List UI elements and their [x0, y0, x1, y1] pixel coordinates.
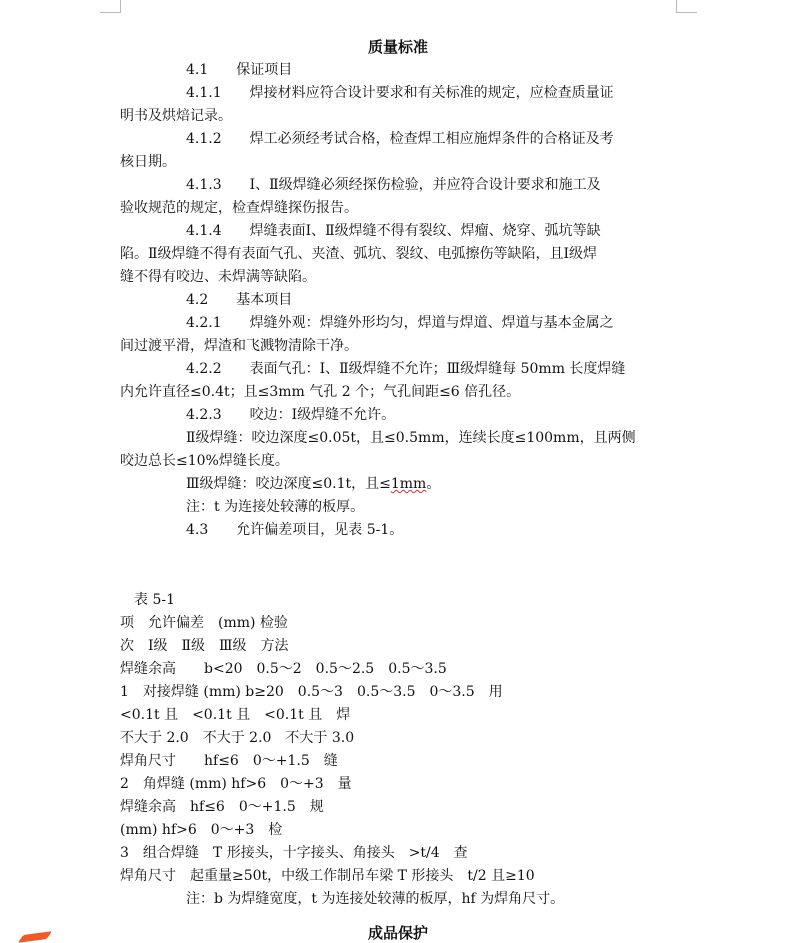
paragraph-line: Ⅱ级焊缝：咬边深度≤0.05t，且≤0.5mm，连续长度≤100mm，且两侧: [186, 430, 636, 446]
paragraph-line: 4.1.3 Ⅰ、Ⅱ级焊缝必须经探伤检验，并应符合设计要求和施工及: [186, 177, 601, 193]
paragraph-line: 内允许直径≤0.4t；且≤3mm 气孔 2 个；气孔间距≤6 倍孔径。: [120, 384, 521, 400]
paragraph-line: 4.1.1 焊接材料应符合设计要求和有关标准的规定，应检查质量证: [186, 85, 614, 101]
table-text-line: 焊缝余高 hf≤6 0～+1.5 规: [120, 799, 324, 815]
note-line: 注：t 为连接处较薄的板厚。: [186, 499, 365, 515]
crop-mark-top-right: [676, 0, 697, 13]
paragraph-line: 核日期。: [120, 154, 176, 170]
table-text-line: 焊角尺寸 hf≤6 0～+1.5 缝: [120, 753, 338, 769]
next-section-title: 成品保护: [367, 924, 428, 942]
table-text-line: (mm) hf>6 0～+3 检: [120, 822, 283, 838]
table-text-line: 2 角焊缝 (mm) hf>6 0～+3 量: [120, 776, 352, 792]
table-text-line: 3 组合焊缝 T 形接头，十字接头、角接头 >t/4 查: [120, 845, 468, 861]
paragraph-line: 验收规范的规定，检查焊缝探伤报告。: [120, 200, 358, 216]
paragraph-line: 4.1.2 焊工必须经考试合格，检查焊工相应施焊条件的合格证及考: [186, 131, 614, 147]
paragraph-line: 陷。Ⅱ级焊缝不得有表面气孔、夹渣、弧坑、裂纹、电弧擦伤等缺陷，且Ⅰ级焊: [120, 246, 598, 262]
paragraph-text: 。: [426, 476, 441, 492]
paragraph-line: 明书及烘焙记录。: [120, 108, 232, 124]
paragraph-line: 4.3 允许偏差项目，见表 5-1。: [186, 522, 404, 538]
table-text-line: 不大于 2.0 不大于 2.0 不大于 3.0: [120, 730, 355, 746]
table-text-line: 项 允许偏差 (mm) 检验: [120, 615, 288, 631]
paragraph-line: 4.2.1 焊缝外观：焊缝外形均匀，焊道与焊道、焊道与基本金属之: [186, 315, 614, 331]
paragraph-line: 4.1 保证项目: [186, 62, 293, 78]
paragraph-line: 4.1.4 焊缝表面Ⅰ、Ⅱ级焊缝不得有裂纹、焊瘤、烧穿、弧坑等缺: [186, 223, 601, 239]
table-text-line: 次 Ⅰ级 Ⅱ级 Ⅲ级 方法: [120, 638, 289, 654]
table-text-line: 1 对接焊缝 (mm) b≥20 0.5～3 0.5～3.5 0～3.5 用: [120, 684, 503, 700]
paragraph-line: 缝不得有咬边、未焊满等缺陷。: [120, 269, 316, 285]
table-text-line: 焊角尺寸 起重量≥50t，中级工作制吊车梁 T 形接头 t/2 且≥10: [120, 868, 535, 884]
paragraph-line: 4.2.2 表面气孔：Ⅰ、Ⅱ级焊缝不允许；Ⅲ级焊缝每 50mm 长度焊缝: [186, 361, 626, 377]
section-title: 质量标准: [367, 38, 428, 56]
table-text-line: <0.1t 且 <0.1t 且 <0.1t 且 焊: [120, 707, 351, 723]
table-note-line: 注：b 为焊缝宽度，t 为连接处较薄的板厚，hf 为焊角尺寸。: [186, 891, 565, 907]
paragraph-line: 间过渡平滑，焊渣和飞溅物清除干净。: [120, 338, 358, 354]
paragraph-line: 咬边总长≤10%焊缝长度。: [120, 453, 289, 469]
paragraph-line: 4.2.3 咬边：Ⅰ级焊缝不允许。: [186, 407, 396, 423]
table-text-line: 焊缝余高 b<20 0.5～2 0.5～2.5 0.5～3.5: [120, 661, 447, 677]
paragraph-text: Ⅲ级焊缝：咬边深度≤0.1t，且≤: [186, 476, 391, 492]
spellcheck-marked-text: 1mm: [390, 476, 427, 492]
table-caption: 表 5-1: [134, 592, 175, 608]
paragraph-line: [186, 474, 440, 494]
paragraph-line: 4.2 基本项目: [186, 292, 293, 308]
crop-mark-top-left: [100, 0, 121, 13]
